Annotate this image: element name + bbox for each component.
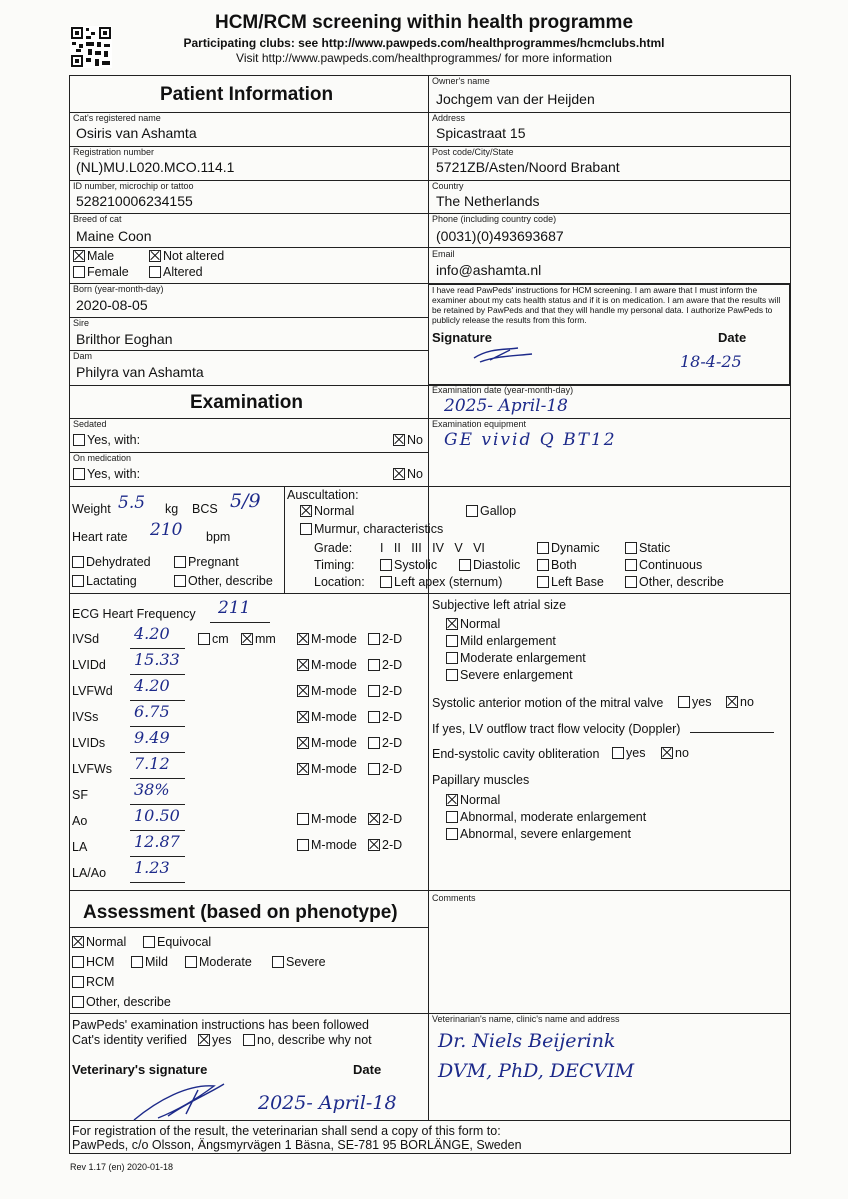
assess-severe-checkbox[interactable]: [272, 956, 284, 968]
unit-cm-label: cm: [212, 632, 229, 646]
unit-mm-checkbox[interactable]: [241, 633, 253, 645]
ivss-value: 6.75: [134, 702, 170, 721]
footer-line2: PawPeds, c/o Olsson, Ängsmyrvägen 1 Bäsna, SE-781 95 BORLÄNGE, Sweden: [72, 1138, 522, 1152]
timing-label: Timing:: [314, 558, 355, 572]
lvfws-value: 7.12: [134, 754, 170, 773]
signature-label: Signature: [432, 330, 492, 345]
lvidd-mmode-checkbox[interactable]: [297, 659, 309, 671]
systolic-label: Systolic: [394, 558, 438, 572]
la-severe-checkbox[interactable]: [446, 669, 458, 681]
phone-value: (0031)(0)493693687: [436, 228, 564, 244]
ao-label: Ao: [72, 814, 88, 828]
assess-equivocal-checkbox[interactable]: [143, 936, 155, 948]
kg-label: kg: [165, 502, 179, 516]
patient-info-title: Patient Information: [160, 84, 334, 105]
left-base-checkbox[interactable]: [537, 576, 549, 588]
female-label: Female: [87, 265, 129, 279]
murmur-option[interactable]: [300, 522, 443, 536]
assess-normal-checkbox[interactable]: [72, 936, 84, 948]
vet-name-value: Dr. Niels Beijerink: [438, 1030, 616, 1052]
ausc-normal-checkbox[interactable]: [300, 505, 312, 517]
lvfwd-mmode-option[interactable]: [297, 684, 357, 698]
footer-line1: For registration of the result, the veterinarian shall send a copy of this form to:: [72, 1124, 501, 1138]
sedated-label: Sedated: [73, 419, 107, 429]
twod-label: 2-D: [382, 838, 403, 852]
diastolic-checkbox[interactable]: [459, 559, 471, 571]
lvfwd-2d-option[interactable]: [368, 684, 402, 698]
vet-signature: [128, 1080, 228, 1124]
mmode-label: M-mode: [311, 710, 357, 724]
lvidd-2d-checkbox[interactable]: [368, 659, 380, 671]
assess-moderate-option[interactable]: [185, 955, 252, 969]
assess-hcm-label: HCM: [86, 955, 115, 969]
sam-yes-label: yes: [692, 695, 712, 709]
male-label: Male: [87, 249, 115, 263]
sf-label: SF: [72, 788, 88, 802]
murmur-checkbox[interactable]: [300, 523, 312, 535]
mmode-label: M-mode: [311, 812, 357, 826]
bpm-label: bpm: [206, 530, 231, 544]
la-moderate-label: Moderate enlargement: [460, 651, 586, 665]
id-label: ID number, microchip or tattoo: [73, 181, 194, 191]
mmode-label: M-mode: [311, 684, 357, 698]
esco-yes-label: yes: [626, 746, 646, 760]
address-label: Address: [432, 113, 466, 123]
static-option[interactable]: [625, 541, 670, 555]
ivsd-value: 4.20: [134, 624, 170, 643]
ivsd-mmode-checkbox[interactable]: [297, 633, 309, 645]
medication-yes-checkbox[interactable]: [73, 468, 85, 480]
ao-2d-checkbox[interactable]: [368, 813, 380, 825]
la-normal-label: Normal: [460, 617, 501, 631]
papillary-severe-checkbox[interactable]: [446, 828, 458, 840]
heart-rate-value: 210: [150, 520, 183, 540]
pregnant-label: Pregnant: [188, 555, 239, 569]
mmode-label: M-mode: [311, 736, 357, 750]
assess-rcm-checkbox[interactable]: [72, 976, 84, 988]
not-altered-option[interactable]: [149, 249, 224, 263]
address-value: Spicastraat 15: [436, 125, 526, 141]
medication-label: On medication: [73, 453, 132, 463]
papillary-moderate-option[interactable]: [446, 810, 646, 824]
sedated-no-option[interactable]: [393, 433, 423, 447]
esco-no-label: no: [675, 746, 689, 760]
ivsd-mmode-option[interactable]: [297, 632, 357, 646]
ao-mmode-checkbox[interactable]: [297, 813, 309, 825]
mmode-label: M-mode: [311, 838, 357, 852]
country-value: The Netherlands: [436, 193, 540, 209]
cat-name-label: Cat's registered name: [73, 113, 161, 123]
lactating-option[interactable]: [72, 574, 137, 588]
consent-text: I have read PawPeds' instructions for HCM screening. I am aware that I must inform the examiner about my cats health status and if it is on medication. I am aware that the results will be retained by PawPeds and that they will handle my personal data. I authorize PawPeds to publicly release the results from this form.: [432, 285, 781, 325]
email-value: info@ashamta.nl: [436, 262, 542, 278]
assess-mild-checkbox[interactable]: [131, 956, 143, 968]
twod-label: 2-D: [382, 736, 403, 750]
twod-label: 2-D: [382, 658, 403, 672]
altered-label: Altered: [163, 265, 203, 279]
registration-label: Registration number: [73, 147, 155, 157]
gallop-label: Gallop: [480, 504, 517, 518]
identity-no-checkbox[interactable]: [243, 1034, 255, 1046]
unit-mm-option[interactable]: [241, 632, 276, 646]
papillary-normal-label: Normal: [460, 793, 501, 807]
lvfws-mmode-checkbox[interactable]: [297, 763, 309, 775]
phone-label: Phone (including country code): [432, 214, 557, 224]
lactating-checkbox[interactable]: [72, 575, 84, 587]
sex-female-option[interactable]: [73, 265, 129, 279]
lvidd-mmode-option[interactable]: [297, 658, 357, 672]
la-severe-option[interactable]: [446, 668, 573, 682]
mmode-label: M-mode: [311, 658, 357, 672]
papillary-moderate-label: Abnormal, moderate enlargement: [460, 810, 647, 824]
country-label: Country: [432, 181, 464, 191]
lvids-value: 9.49: [134, 728, 170, 747]
postcode-label: Post code/City/State: [432, 147, 514, 157]
lvidd-label: LVIDd: [72, 658, 106, 672]
medication-no-option[interactable]: [393, 467, 423, 481]
identity-yes-label: yes: [212, 1033, 232, 1047]
assess-rcm-option[interactable]: [72, 975, 114, 989]
assess-equivocal-label: Equivocal: [157, 935, 212, 949]
lvidd-value: 15.33: [134, 650, 180, 669]
visit-info: Visit http://www.pawpeds.com/healthprogrammes/ for more information: [236, 51, 612, 65]
lvids-mmode-option[interactable]: [297, 736, 357, 750]
systolic-option[interactable]: [380, 558, 437, 572]
continuous-checkbox[interactable]: [625, 559, 637, 571]
ao-value: 10.50: [134, 806, 180, 825]
esco-yes-checkbox[interactable]: [612, 747, 624, 759]
lvfwd-value: 4.20: [134, 676, 170, 695]
sedated-yes-label: Yes, with:: [87, 433, 141, 447]
dehydrated-option[interactable]: [72, 555, 151, 569]
vet-date-value: 2025- April-18: [258, 1092, 397, 1114]
dam-label: Dam: [73, 351, 93, 361]
assess-severe-label: Severe: [286, 955, 326, 969]
left-apex-option[interactable]: [380, 575, 502, 589]
la-ao-label: LA/Ao: [72, 866, 107, 880]
lvids-label: LVIDs: [72, 736, 106, 750]
ausc-normal-label: Normal: [314, 504, 355, 518]
registration-value: (NL)MU.L020.MCO.114.1: [76, 159, 235, 175]
ivss-mmode-checkbox[interactable]: [297, 711, 309, 723]
assess-severe-option[interactable]: [272, 955, 326, 969]
systolic-checkbox[interactable]: [380, 559, 392, 571]
sam-no-option[interactable]: [726, 695, 754, 709]
instructions-followed: PawPeds' examination instructions has been followed: [72, 1018, 370, 1032]
left-base-label: Left Base: [551, 575, 604, 589]
lvidd-2d-option[interactable]: [368, 658, 402, 672]
owner-name-label: Owner's name: [432, 76, 490, 86]
other-condition-option[interactable]: [174, 574, 273, 588]
pregnant-option[interactable]: [174, 555, 239, 569]
dynamic-label: Dynamic: [551, 541, 600, 555]
other-condition-label: Other, describe: [188, 574, 273, 588]
esco-no-checkbox[interactable]: [661, 747, 673, 759]
exam-date-value: 2025- April-18: [444, 396, 568, 416]
la-2d-option[interactable]: [368, 838, 402, 852]
sedated-no-label: No: [407, 433, 423, 447]
papillary-severe-label: Abnormal, severe enlargement: [460, 827, 631, 841]
static-checkbox[interactable]: [625, 542, 637, 554]
assess-normal-label: Normal: [86, 935, 127, 949]
ivsd-label: IVSd: [72, 632, 100, 646]
breed-label: Breed of cat: [73, 214, 122, 224]
la-2d-checkbox[interactable]: [368, 839, 380, 851]
altered-option[interactable]: [149, 265, 203, 279]
static-label: Static: [639, 541, 671, 555]
left-apex-checkbox[interactable]: [380, 576, 392, 588]
la-mild-option[interactable]: [446, 634, 556, 648]
sedated-no-checkbox[interactable]: [393, 434, 405, 446]
comments-field[interactable]: [432, 905, 786, 1009]
heart-rate-label: Heart rate: [72, 530, 128, 544]
papillary-normal-checkbox[interactable]: [446, 794, 458, 806]
papillary-normal-option[interactable]: [446, 793, 500, 807]
la-moderate-option[interactable]: [446, 651, 586, 665]
weight-label: Weight: [72, 502, 111, 516]
lvfwd-label: LVFWd: [72, 684, 113, 698]
dynamic-option[interactable]: [537, 541, 600, 555]
la-normal-checkbox[interactable]: [446, 618, 458, 630]
owner-signature: [470, 344, 540, 366]
equipment-label: Examination equipment: [432, 419, 527, 429]
twod-label: 2-D: [382, 812, 403, 826]
identity-yes-option[interactable]: [198, 1033, 231, 1047]
both-option[interactable]: [537, 558, 577, 572]
participating-clubs: Participating clubs: see http://www.pawpeds.com/healthprogrammes/hcmclubs.html: [183, 36, 665, 50]
vet-title-value: DVM, PhD, DECVIM: [438, 1060, 635, 1082]
twod-label: 2-D: [382, 762, 403, 776]
comments-label: Comments: [432, 893, 476, 903]
assess-rcm-label: RCM: [86, 975, 115, 989]
la-mild-label: Mild enlargement: [460, 634, 556, 648]
lvfws-2d-checkbox[interactable]: [368, 763, 380, 775]
vet-signature-label: Veterinary's signature: [72, 1062, 208, 1077]
ecg-hf-label: ECG Heart Frequency: [72, 607, 196, 621]
grade-label: Grade:: [314, 541, 353, 555]
id-value: 528210006234155: [76, 193, 193, 209]
assess-mild-label: Mild: [145, 955, 168, 969]
gallop-checkbox[interactable]: [466, 505, 478, 517]
lvot-label: If yes, LV outflow tract flow velocity (Doppler): [432, 722, 681, 736]
vet-date-label: Date: [353, 1062, 382, 1077]
la-severe-label: Severe enlargement: [460, 668, 573, 682]
exam-date-label: Examination date (year-month-day): [432, 385, 574, 395]
esco-label: End-systolic cavity obliteration: [432, 747, 600, 761]
sam-yes-checkbox[interactable]: [678, 696, 690, 708]
lvfwd-2d-checkbox[interactable]: [368, 685, 380, 697]
sam-yes-option[interactable]: [678, 695, 711, 709]
other-condition-checkbox[interactable]: [174, 575, 186, 587]
la-value: 12.87: [134, 832, 180, 851]
left-apex-label: Left apex (sternum): [394, 575, 503, 589]
sam-no-label: no: [740, 695, 754, 709]
male-checkbox[interactable]: [73, 250, 85, 262]
both-checkbox[interactable]: [537, 559, 549, 571]
identity-no-label: no, describe why not: [257, 1033, 372, 1047]
assess-mild-option[interactable]: [131, 955, 168, 969]
dam-value: Philyra van Ashamta: [76, 364, 204, 380]
owner-date-value: 18-4-25: [680, 352, 742, 371]
medication-yes-option[interactable]: [73, 467, 140, 481]
lactating-label: Lactating: [86, 574, 137, 588]
gallop-option[interactable]: [466, 504, 516, 518]
medication-yes-label: Yes, with:: [87, 467, 141, 481]
vet-address-label: Veterinarian's name, clinic's name and address: [432, 1014, 620, 1024]
unit-mm-label: mm: [255, 632, 276, 646]
assess-hcm-checkbox[interactable]: [72, 956, 84, 968]
esco-no-option[interactable]: [661, 746, 689, 760]
dehydrated-label: Dehydrated: [86, 555, 151, 569]
lvids-mmode-checkbox[interactable]: [297, 737, 309, 749]
born-value: 2020-08-05: [76, 297, 148, 313]
postcode-value: 5721ZB/Asten/Noord Brabant: [436, 159, 620, 175]
assess-equivocal-option[interactable]: [143, 935, 211, 949]
ecg-hf-value: 211: [218, 598, 251, 618]
other-location-label: Other, describe: [639, 575, 724, 589]
dynamic-checkbox[interactable]: [537, 542, 549, 554]
twod-label: 2-D: [382, 632, 403, 646]
continuous-label: Continuous: [639, 558, 703, 572]
cat-name-value: Osiris van Ashamta: [76, 125, 197, 141]
both-label: Both: [551, 558, 577, 572]
lvfws-label: LVFWs: [72, 762, 113, 776]
left-base-option[interactable]: [537, 575, 604, 589]
dehydrated-checkbox[interactable]: [72, 556, 84, 568]
page-title: HCM/RCM screening within health programme: [214, 12, 634, 33]
bcs-value: 5/9: [230, 490, 261, 512]
not-altered-checkbox[interactable]: [149, 250, 161, 262]
la-size-label: Subjective left atrial size: [432, 598, 567, 612]
medication-no-label: No: [407, 467, 423, 481]
la-mmode-checkbox[interactable]: [297, 839, 309, 851]
ao-2d-option[interactable]: [368, 812, 402, 826]
mmode-label: M-mode: [311, 762, 357, 776]
ao-mmode-option[interactable]: [297, 812, 357, 826]
sex-male-option[interactable]: [73, 249, 114, 263]
la-moderate-checkbox[interactable]: [446, 652, 458, 664]
ivss-2d-checkbox[interactable]: [368, 711, 380, 723]
not-altered-label: Not altered: [163, 249, 225, 263]
female-checkbox[interactable]: [73, 266, 85, 278]
la-normal-option[interactable]: [446, 617, 500, 631]
altered-checkbox[interactable]: [149, 266, 161, 278]
esco-yes-option[interactable]: [612, 746, 645, 760]
la-label: LA: [72, 840, 88, 854]
assess-other-option[interactable]: [72, 995, 171, 1009]
lvids-2d-option[interactable]: [368, 736, 402, 750]
owner-name-value: Jochgem van der Heijden: [436, 91, 595, 107]
identity-yes-checkbox[interactable]: [198, 1034, 210, 1046]
email-label: Email: [432, 249, 455, 259]
breed-value: Maine Coon: [76, 228, 152, 244]
sf-value: 38%: [134, 780, 170, 799]
location-label: Location:: [314, 575, 365, 589]
other-location-option[interactable]: [625, 575, 724, 589]
pregnant-checkbox[interactable]: [174, 556, 186, 568]
examination-title: Examination: [190, 392, 303, 413]
assess-other-checkbox[interactable]: [72, 996, 84, 1008]
lvfws-mmode-option[interactable]: [297, 762, 357, 776]
revision: Rev 1.17 (en) 2020-01-18: [70, 1162, 174, 1172]
assess-other-label: Other, describe: [86, 995, 171, 1009]
assess-moderate-checkbox[interactable]: [185, 956, 197, 968]
owner-date-label: Date: [718, 330, 747, 345]
la-mild-checkbox[interactable]: [446, 635, 458, 647]
ivsd-2d-checkbox[interactable]: [368, 633, 380, 645]
assess-normal-option[interactable]: [72, 935, 126, 949]
medication-no-checkbox[interactable]: [393, 468, 405, 480]
assess-moderate-label: Moderate: [199, 955, 252, 969]
continuous-option[interactable]: [625, 558, 702, 572]
papillary-severe-option[interactable]: [446, 827, 631, 841]
lvfwd-mmode-checkbox[interactable]: [297, 685, 309, 697]
lvfws-2d-option[interactable]: [368, 762, 402, 776]
equipment-value: GE vivid Q BT12: [444, 430, 617, 450]
la-ao-value: 1.23: [134, 858, 170, 877]
other-location-checkbox[interactable]: [625, 576, 637, 588]
papillary-label: Papillary muscles: [432, 773, 530, 787]
murmur-label: Murmur, characteristics: [314, 522, 444, 536]
ivss-mmode-option[interactable]: [297, 710, 357, 724]
papillary-moderate-checkbox[interactable]: [446, 811, 458, 823]
born-label: Born (year-month-day): [73, 284, 164, 294]
auscultation-label: Auscultation:: [287, 488, 359, 502]
weight-value: 5.5: [118, 493, 146, 513]
unit-cm-option[interactable]: [198, 632, 229, 646]
diastolic-option[interactable]: [459, 558, 520, 572]
lvids-2d-checkbox[interactable]: [368, 737, 380, 749]
assess-hcm-option[interactable]: [72, 955, 114, 969]
ivss-label: IVSs: [72, 710, 99, 724]
ausc-normal-option[interactable]: [300, 504, 354, 518]
grade-options: I II III IV V VI: [380, 541, 485, 555]
identity-label: Cat's identity verified: [72, 1033, 187, 1047]
ivsd-2d-option[interactable]: [368, 632, 402, 646]
sire-value: Brilthor Eoghan: [76, 331, 173, 347]
assessment-title: Assessment (based on phenotype): [83, 902, 398, 923]
identity-no-option[interactable]: [243, 1033, 372, 1047]
sire-label: Sire: [73, 318, 90, 328]
sedated-yes-option[interactable]: [73, 433, 140, 447]
twod-label: 2-D: [382, 710, 403, 724]
la-mmode-option[interactable]: [297, 838, 357, 852]
sam-label: Systolic anterior motion of the mitral valve: [432, 696, 664, 710]
diastolic-label: Diastolic: [473, 558, 521, 572]
sedated-yes-checkbox[interactable]: [73, 434, 85, 446]
bcs-label: BCS: [192, 502, 218, 516]
twod-label: 2-D: [382, 684, 403, 698]
sam-no-checkbox[interactable]: [726, 696, 738, 708]
mmode-label: M-mode: [311, 632, 357, 646]
unit-cm-checkbox[interactable]: [198, 633, 210, 645]
ivss-2d-option[interactable]: [368, 710, 402, 724]
